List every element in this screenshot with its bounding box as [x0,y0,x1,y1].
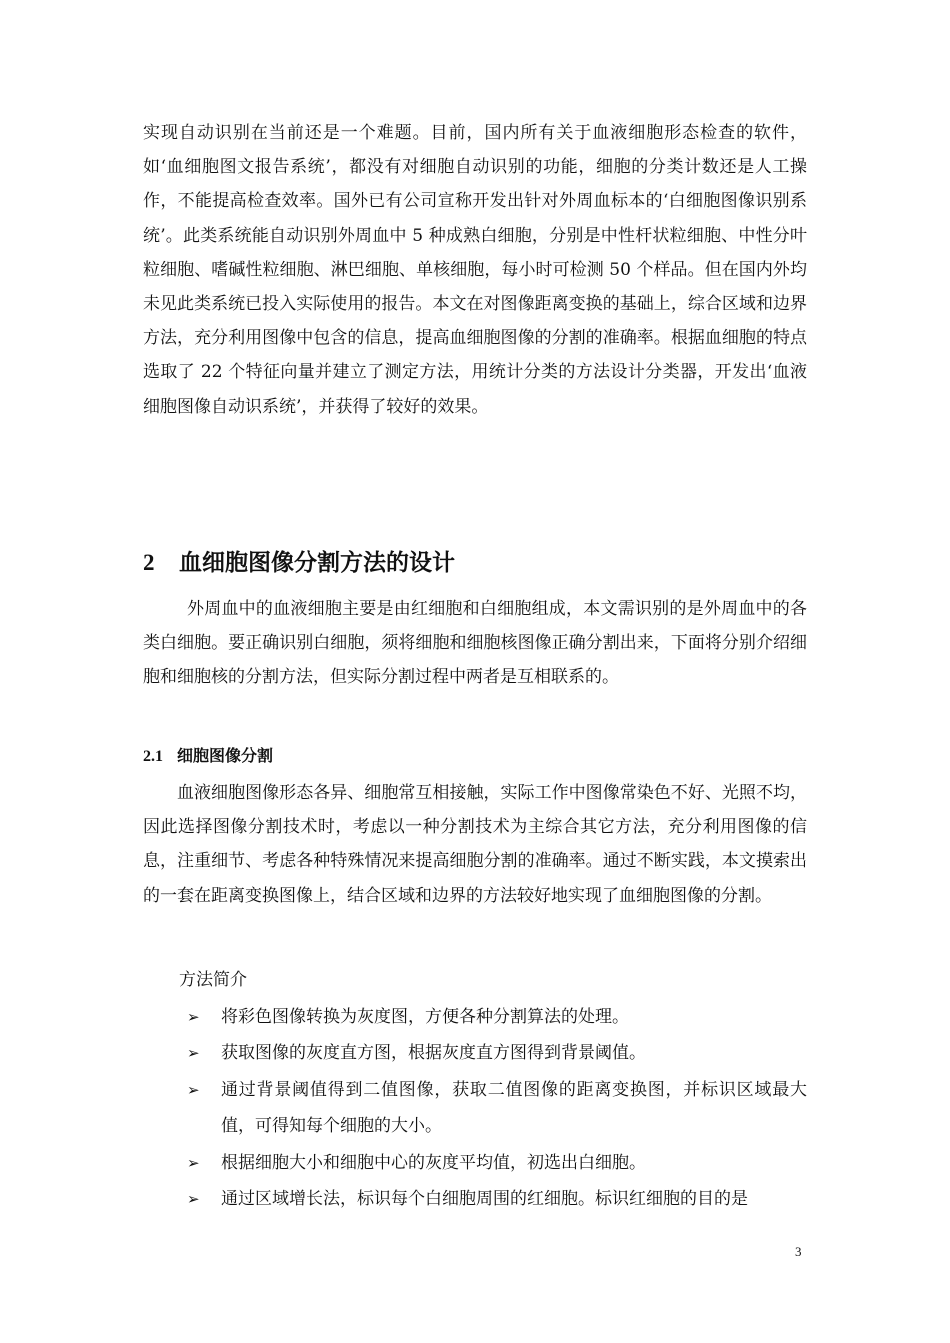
section-2-title: 血细胞图像分割方法的设计 [179,549,455,576]
arrow-bullet-icon: ➢ [187,1190,200,1209]
arrow-bullet-icon: ➢ [187,1080,200,1099]
methods-item-text: 获取图像的灰度直方图，根据灰度直方图得到背景阈值。 [221,1043,646,1064]
page-number: 3 [795,1244,802,1259]
methods-item-text: 将彩色图像转换为灰度图，方便各种分割算法的处理。 [221,1007,629,1027]
section-2-1-title: 细胞图像分割 [177,746,274,765]
methods-list-item [143,1145,807,1181]
methods-item-text: 通过背景阈值得到二值图像，获取二值图像的距离变换图，并标识区域最大值，可得知每个细胞的大小。 [221,1079,807,1137]
methods-list-item [143,1035,807,1071]
intro-paragraph: 实现自动识别在当前还是一个难题。目前，国内所有关于血液细胞形态检查的软件，如‘血细胞图文报告系统’，都没有对细胞自动识别的功能，细胞的分类计数还是人工操作，不能提高检查效率。国外已有公司宣称开发出针对外周血标本的‘白细胞图像识别系统’。此类系统能自动识别外周血中 5 种成熟白细胞，分别是中性杆状粒细胞、中性分叶粒细胞、嗜碱性粒细胞、淋巴细胞、单核细胞，每小时可检测 50 个样品。但在国内外均未见此类系统已投入实际使用的报告。本文在对图像距离变换的基础上，综合区域和边界方法，充分利用图像中包含的信息，提高血细胞图像的分割的准确率。根据血细胞的特点选取了 22 个特征向量并建立了测定方法，用统计分类的方法设计分类器，开发出‘血液细胞图像自动识系统’，并获得了较好的效果。 [143,123,807,417]
methods-list-item [143,999,807,1035]
methods-item-text: 通过区域增长法，标识每个白细胞周围的红细胞。标识红细胞的目的是 [221,1189,748,1210]
methods-list-item [143,1072,807,1145]
section-2-1-number: 2.1 [143,748,163,765]
section-2-1-heading [143,740,273,773]
methods-item-text: 根据细胞大小和细胞中心的灰度平均值，初选出白细胞。 [221,1152,646,1173]
section-2-1-paragraph: 血液细胞图像形态各异、细胞常互相接触，实际工作中图像常染色不好、光照不均，因此选择图像分割技术时，考虑以一种分割技术为主综合其它方法，充分利用图像的信息，注重细节、考虑各种特殊情况来提高细胞分割的准确率。通过不断实践，本文摸索出的一套在距离变换图像上，结合区域和边界的方法较好地实现了血细胞图像的分割。 [143,783,807,906]
arrow-bullet-icon: ➢ [187,1008,200,1026]
arrow-bullet-icon: ➢ [187,1153,200,1172]
section-2-paragraph: 外周血中的血液细胞主要是由红细胞和白细胞组成，本文需识别的是外周血中的各类白细胞。要正确识别白细胞，须将细胞和细胞核图像正确分割出来，下面将分别介绍细胞和细胞核的分割方法，但实际分割过程中两者是互相联系的。 [143,599,807,688]
section-2-heading [143,543,455,583]
methods-list [143,999,807,1217]
methods-list-item [143,1181,807,1217]
arrow-bullet-icon: ➢ [187,1044,200,1063]
section-2-number: 2 [143,550,155,575]
methods-title: 方法简介 [179,970,247,990]
